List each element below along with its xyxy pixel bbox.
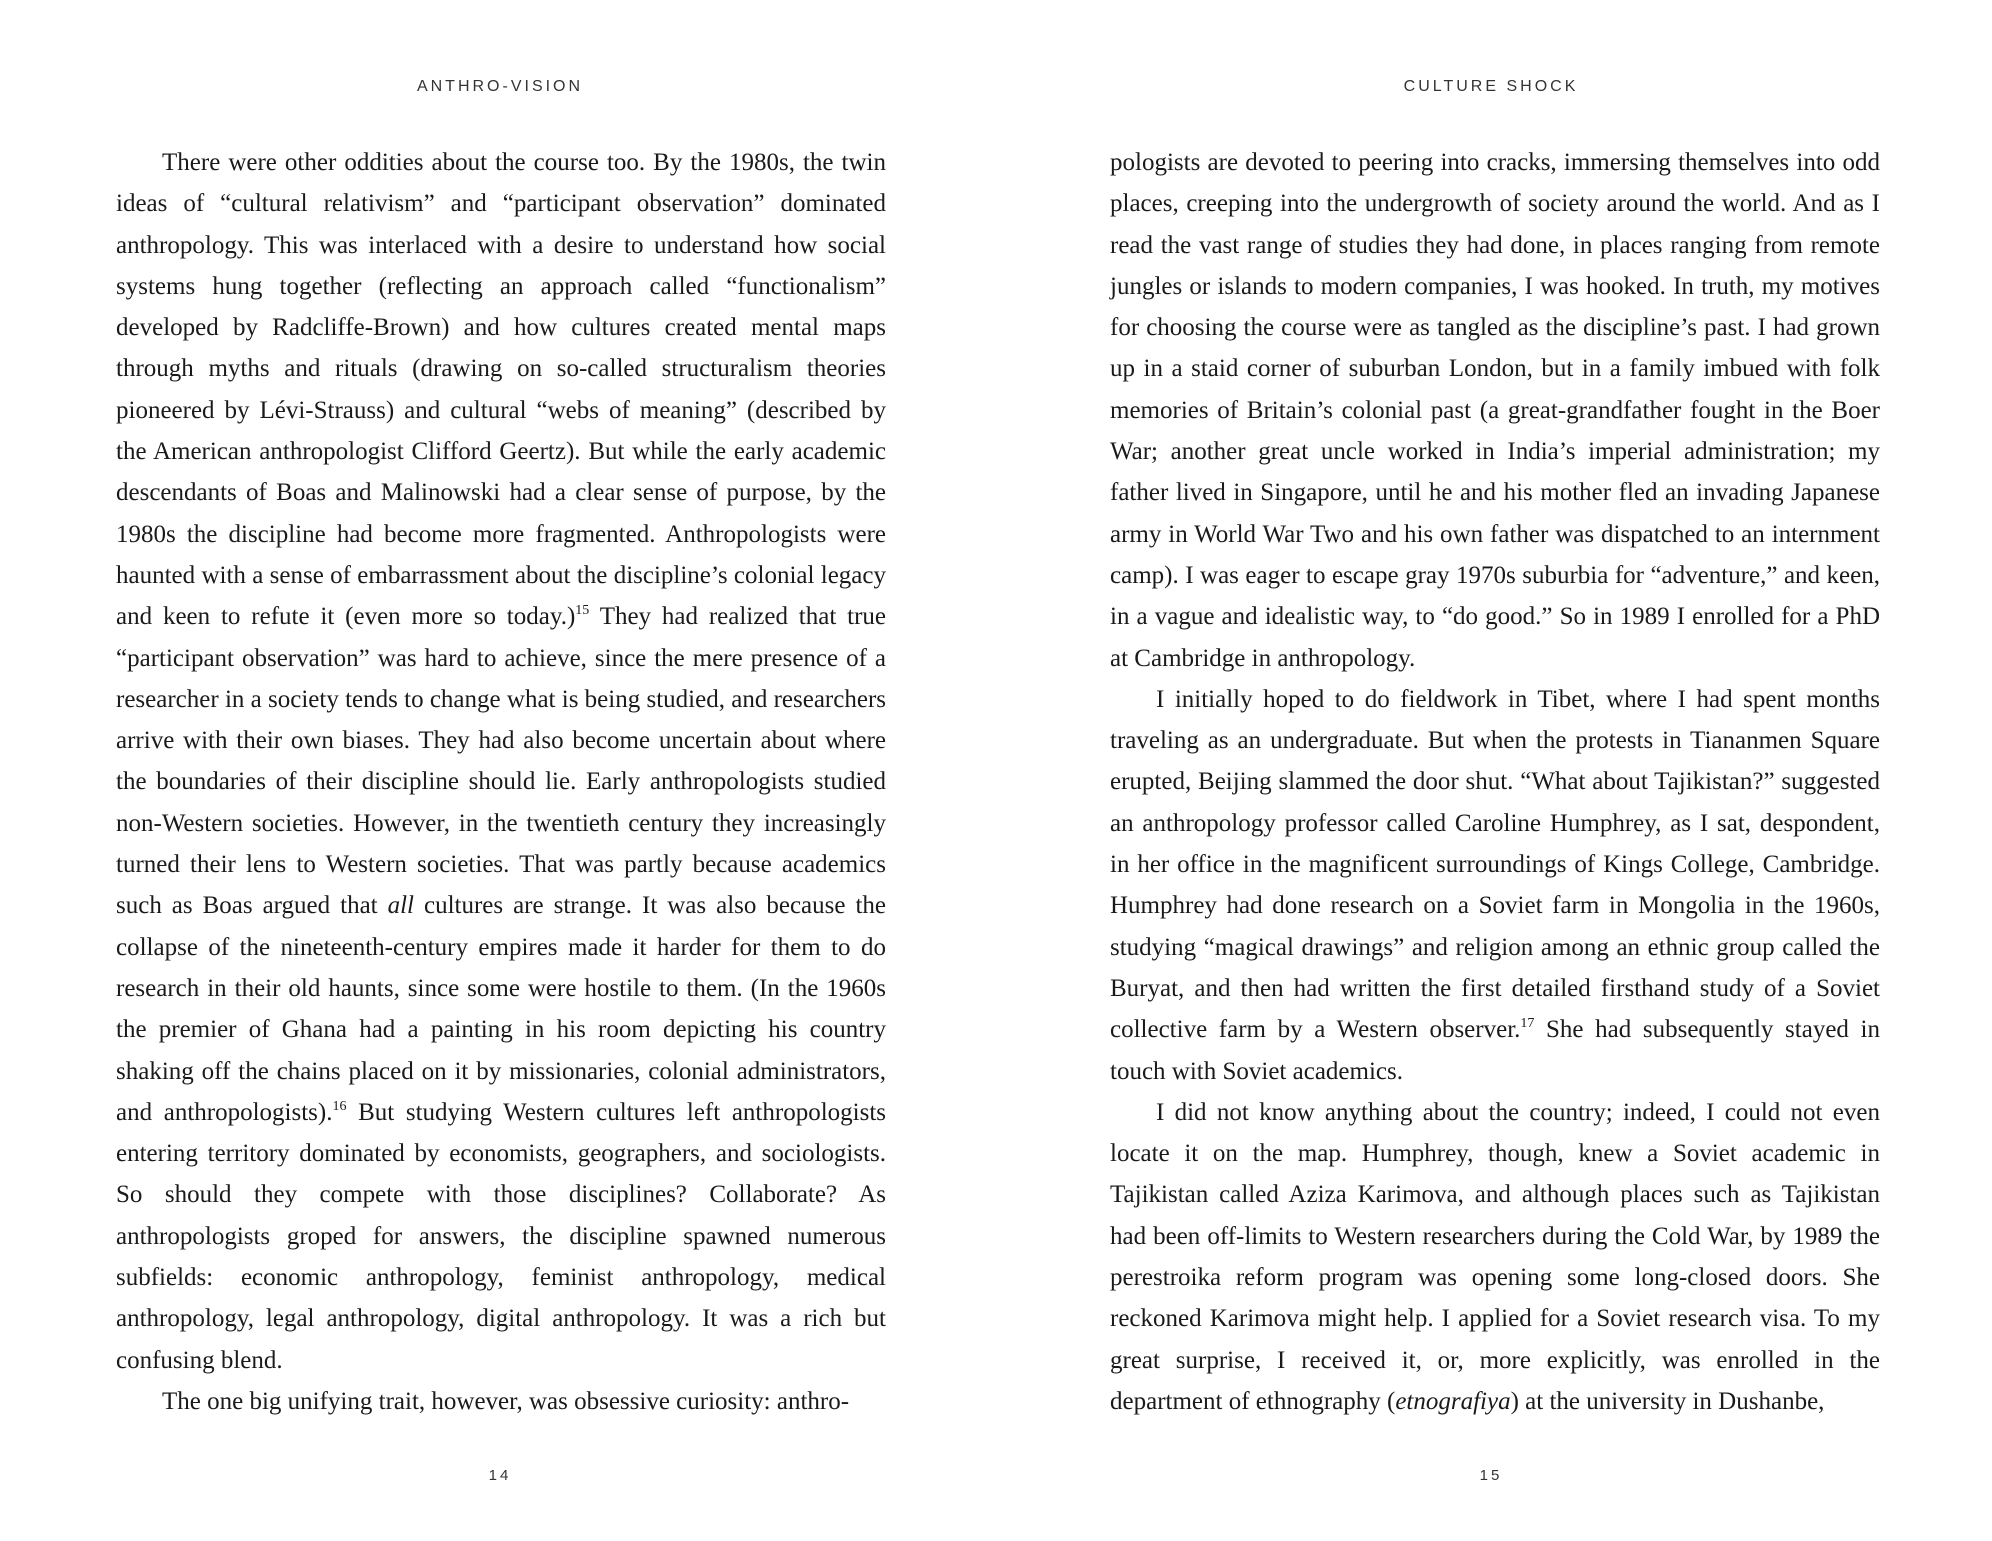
text-run: They had realized that true “participant observation” was hard to achieve, since the mere presence of a researcher in a society tends to change what is being studied, and researchers arrive with their own biases. They had also become uncertain about where the boundaries of their discipline should lie. Early anthropologists studied non-Western societies. However, in the twentieth century they increasingly turned their lens to Western societies. That was partly because academics such as Boas argued that: [116, 603, 886, 920]
text-run: I did not know anything about the country; indeed, I could not even locate it on the map. Humphrey, though, knew a Soviet academic in Tajikistan called Aziza Karimova, and although places such as Tajikistan had been off-limits to Western researchers during the Cold War, by 1989 the perestroika reform program was opening some long-closed doors. She reckoned Karimova might help. I applied for a Soviet research visa. To my great surprise, I received it, or, more explicitly, was enrolled in the department of ethnography (: [1110, 1098, 1880, 1415]
right-page-body: [1110, 142, 1880, 1422]
page-number-left: 14: [488, 1467, 512, 1484]
footnote-ref-16: 16: [332, 1098, 347, 1114]
text-run: There were other oddities about the course too. By the 1980s, the twin ideas of “cultural relativism” and “participant observation” dominated anthropology. This was interlaced with a desire to understand how social systems hung together (reflecting an approach called “functionalism” developed by Radcliffe-Brown) and how cultures created mental maps through myths and rituals (drawing on so-called structuralism theories pioneered by Lévi-Strauss) and cultural “webs of meaning” (described by the American anthropologist Clifford Geertz). But while the early academic descendants of Boas and Malinowski had a clear sense of purpose, by the 1980s the discipline had become more fragmented. Anthropologists were haunted with a sense of embarrassment about the discipline’s colonial legacy and keen to refute it (even more so today.): [116, 149, 886, 631]
footnote-ref-15: 15: [575, 603, 590, 619]
text-run: She had subsequently stayed in touch with Soviet academics.: [1110, 1016, 1880, 1085]
paragraph: [1110, 679, 1880, 1092]
emphasis-all: all: [387, 892, 414, 920]
text-run: ) at the university in Dushanbe,: [1510, 1387, 1825, 1415]
left-page-body: [116, 142, 886, 1422]
page-number-right: 15: [1479, 1467, 1503, 1484]
footnote-ref-17: 17: [1520, 1016, 1535, 1032]
running-head-left: ANTHRO-VISION: [416, 78, 584, 95]
right-page: [996, 0, 1992, 1541]
text-run: I initially hoped to do fieldwork in Tibet, where I had spent months traveling as an undergraduate. But when the protests in Tiananmen Square erupted, Beijing slammed the door shut. “What about Tajikistan?” suggested an anthropology professor called Caroline Humphrey, as I sat, despondent, in her office in the magnificent surroundings of Kings College, Cambridge. Humphrey had done research on a Soviet farm in Mongolia in the 1960s, studying “magical drawings” and religion among an ethnic group called the Buryat, and then had written the first detailed firsthand study of a Soviet collective farm by a Western observer.: [1110, 685, 1880, 1044]
paragraph-continued: pologists are devoted to peering into cracks, immersing themselves into odd places, creeping into the undergrowth of society around the world. And as I read the vast range of studies they had done, in places ranging from remote jungles or islands to modern companies, I was hooked. In truth, my motives for choosing the course were as tangled as the discipline’s past. I had grown up in a staid corner of suburban London, but in a family imbued with folk memories of Britain’s colonial past (a great-grandfather fought in the Boer War; another great uncle worked in India’s imperial administration; my father lived in Singapore, until he and his mother fled an invading Japanese army in World War Two and his own father was dispatched to an internment camp). I was eager to escape gray 1970s suburbia for “adventure,” and keen, in a vague and idealistic way, to “do good.” So in 1989 I enrolled for a PhD at Cambridge in anthropology.: [1110, 149, 1880, 672]
paragraph: The one big unifying trait, however, was obsessive curiosity: anthro-: [162, 1387, 850, 1415]
paragraph: [116, 142, 886, 1381]
paragraph: [1110, 1092, 1880, 1422]
text-run: cultures are strange. It was also because the collapse of the nineteenth-century empires made it harder for them to do research in their old haunts, since some were hostile to them. (In the 1960s the premier of Ghana had a painting in his room depicting his country shaking off the chains placed on it by missionaries, colonial administrators, and anthropologists).: [116, 892, 886, 1126]
running-head-right: CULTURE SHOCK: [1403, 78, 1579, 95]
text-run: But studying Western cultures left anthropologists entering territory dominated by economists, geographers, and sociologists. So should they compete with those disciplines? Collaborate? As anthropologists groped for answers, the discipline spawned numerous subfields: economic anthropology, feminist anthropology, medical anthropology, legal anthropology, digital anthropology. It was a rich but confusing blend.: [116, 1098, 886, 1374]
emphasis-etnografiya: etnografiya: [1395, 1387, 1511, 1415]
